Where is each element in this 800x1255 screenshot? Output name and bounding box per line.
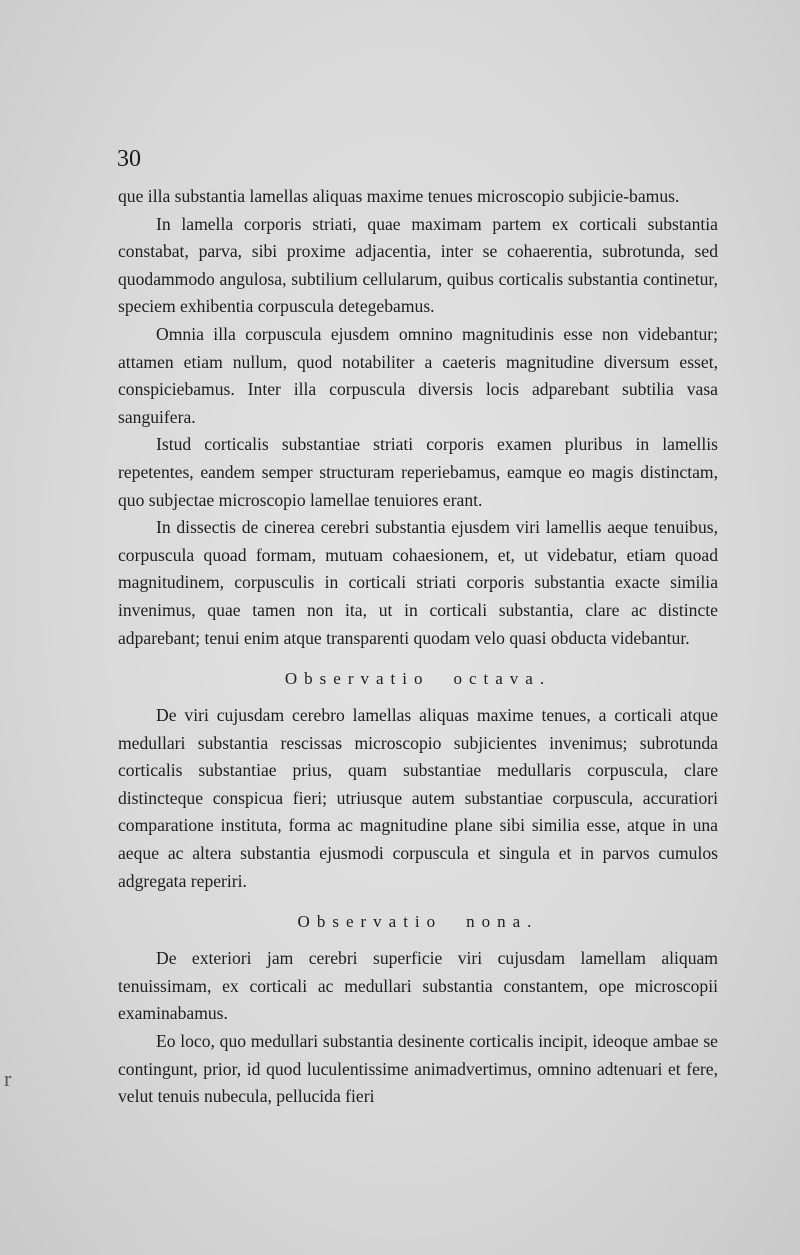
paragraph: que illa substantia lamellas aliquas maxime tenues microscopio subjicie-bamus. [118,186,680,206]
paragraph: Istud corticalis substantiae striati corporis examen pluribus in lamellis repetentes, eandem semper structuram reperiebamus, eamque eo magis distinctam, quo subjectae microscopio lamellae tenuiores erant. [118,434,718,510]
heading-word: Observatio [284,669,430,689]
body-text [118,183,718,1111]
page-number: 30 [117,146,141,172]
heading-word: octava. [453,669,552,689]
paragraph: Eo loco, quo medullari substantia desinente corticalis incipit, ideoque ambae se contingunt, prior, id quod luculentissime animadvertimus, omnino adtenuari et fere, velut tenuis nubecula, pellucida fieri [118,1031,718,1107]
paragraph: In lamella corporis striati, quae maximam partem ex corticali substantia constabat, parva, sibi proxime adjacentia, inter se cohaerentia, subrotunda, sed quodammodo angulosa, subtilium cellularum, quibus corticalis substantia continetur, speciem exhibentia corpuscula detegebamus. [118,213,718,317]
heading-word: Observatio [297,912,443,932]
margin-mark: r [4,1066,12,1091]
paragraph: In dissectis de cinerea cerebri substantia ejusdem viri lamellis aeque tenuibus, corpuscula quoad formam, mutuam cohaesionem, et, ut videbatur, etiam quoad magnitudinem, corpusculis in corticali striati corporis substantia exacte similia invenimus, quae tamen non ita, ut in corticali substantia, clare ac distincte adparebant; tenui enim atque transparenti quodam velo quasi obducta videbantur. [118,517,718,648]
section-heading-octava [118,666,718,692]
paragraph: De exteriori jam cerebri superficie viri cujusdam lamellam aliquam tenuissimam, ex corticali ac medullari substantia constantem, ope microscopii examinabamus. [118,948,718,1024]
paragraph: Omnia illa corpuscula ejusdem omnino magnitudinis esse non videbantur; attamen etiam nullum, quod notabiliter a caeteris magnitudine diversum esset, conspiciebamus. Inter illa corpuscula diversis locis adparebant subtilia vasa sanguifera. [118,323,718,427]
section-heading-nona [118,909,718,935]
heading-word: nona. [466,912,539,932]
paragraph: De viri cujusdam cerebro lamellas aliquas maxime tenues, a corticali atque medullari substantia rescissas microscopio subjicientes invenimus; subrotunda corticalis substantiae prius, quam substantiae medullaris corpuscula, clare distincteque conspicua fieri; utriusque autem substantiae corpuscula, accuratiori comparatione instituta, forma ac magnitudine plane sibi similia esse, atque in una aeque ac altera substantia ejusmodi corpuscula et singula et in parvos cumulos adgregata reperiri. [118,705,718,891]
